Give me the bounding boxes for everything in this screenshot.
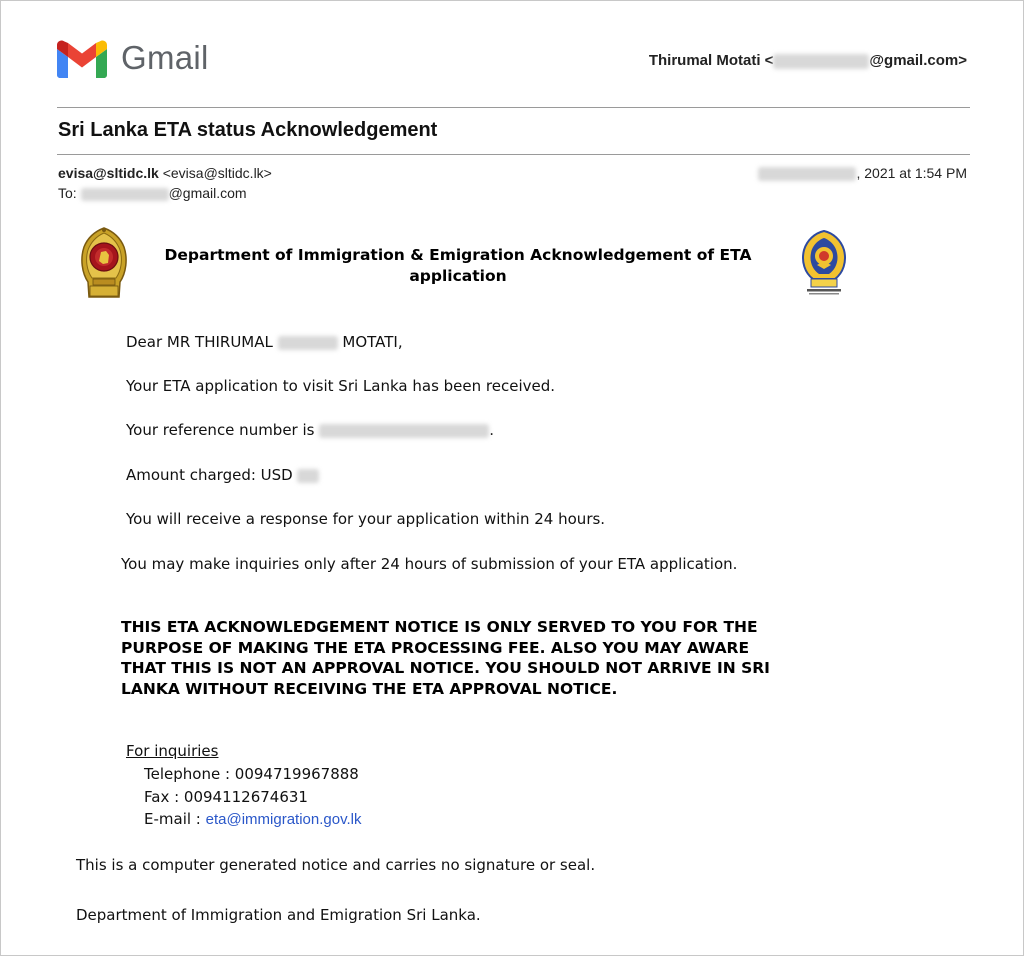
salutation-start: Dear MR THIRUMAL bbox=[126, 333, 278, 351]
gmail-wordmark: Gmail bbox=[121, 39, 209, 76]
salutation bbox=[126, 333, 403, 351]
response-time-text: You will receive a response for your application within 24 hours. bbox=[126, 510, 606, 528]
inquiries-heading: For inquiries bbox=[126, 742, 219, 760]
reference-label: Your reference number is bbox=[126, 421, 320, 439]
date-text: , 2021 at 1:54 PM bbox=[856, 165, 967, 181]
redacted-email-user bbox=[773, 54, 869, 69]
gmail-logo bbox=[57, 40, 209, 78]
warning-notice: THIS ETA ACKNOWLEDGEMENT NOTICE IS ONLY SERVED TO YOU FOR THE PURPOSE OF MAKING THE ETA PROCESSING FEE. ALSO YOU MAY AWARE THAT THIS IS NOT AN APPROVAL NOTICE. YOU SHOULD NOT ARRIVE IN SRI LANKA WITHOUT RECEIVING THE ETA APPROVAL NOTICE. bbox=[121, 618, 770, 698]
recipient-line bbox=[58, 185, 247, 201]
fax-line: Fax : 0094112674631 bbox=[144, 788, 308, 806]
redacted-middle-name bbox=[278, 336, 338, 350]
salutation-end: MOTATI, bbox=[337, 333, 403, 351]
reference-line bbox=[126, 421, 494, 439]
sender-line bbox=[58, 165, 272, 181]
redacted-recipient bbox=[81, 188, 169, 201]
email-date bbox=[758, 165, 967, 181]
sender-address: evisa@sltidc.lk bbox=[58, 165, 159, 181]
account-name: Thirumal Motati < bbox=[648, 52, 774, 69]
header-divider bbox=[57, 107, 970, 108]
email-contact-label: E-mail : bbox=[144, 810, 206, 828]
recipient-domain: @gmail.com bbox=[168, 185, 247, 201]
redacted-date bbox=[758, 167, 856, 181]
account-domain: @gmail.com> bbox=[869, 52, 967, 69]
redacted-reference-number bbox=[319, 424, 489, 438]
email-subject: Sri Lanka ETA status Acknowledgement bbox=[58, 119, 438, 141]
department-title: Department of Immigration & Emigration Acknowledgement of ETA application bbox=[164, 246, 752, 285]
inquiries-note: You may make inquiries only after 24 hours of submission of your ETA application. bbox=[121, 555, 738, 573]
gmail-m-icon bbox=[57, 40, 107, 78]
received-text: Your ETA application to visit Sri Lanka has been received. bbox=[126, 377, 556, 395]
reference-end: . bbox=[489, 421, 495, 439]
subject-divider bbox=[57, 154, 970, 155]
telephone-line: Telephone : 0094719967888 bbox=[144, 765, 359, 783]
department-signoff: Department of Immigration and Emigration Sri Lanka. bbox=[76, 906, 481, 924]
recipient-label: To: bbox=[58, 185, 81, 201]
amount-line bbox=[126, 466, 319, 484]
account-address bbox=[649, 52, 967, 69]
sender-full: <evisa@sltidc.lk> bbox=[158, 165, 272, 181]
computer-generated-notice: This is a computer generated notice and carries no signature or seal. bbox=[76, 856, 596, 874]
immigration-emblem-icon bbox=[799, 229, 849, 304]
redacted-amount bbox=[297, 469, 319, 483]
contact-email-link[interactable]: eta@immigration.gov.lk bbox=[205, 811, 362, 828]
email-contact-line bbox=[144, 810, 361, 828]
sri-lanka-emblem-icon bbox=[79, 227, 129, 304]
amount-label: Amount charged: USD bbox=[126, 466, 298, 484]
